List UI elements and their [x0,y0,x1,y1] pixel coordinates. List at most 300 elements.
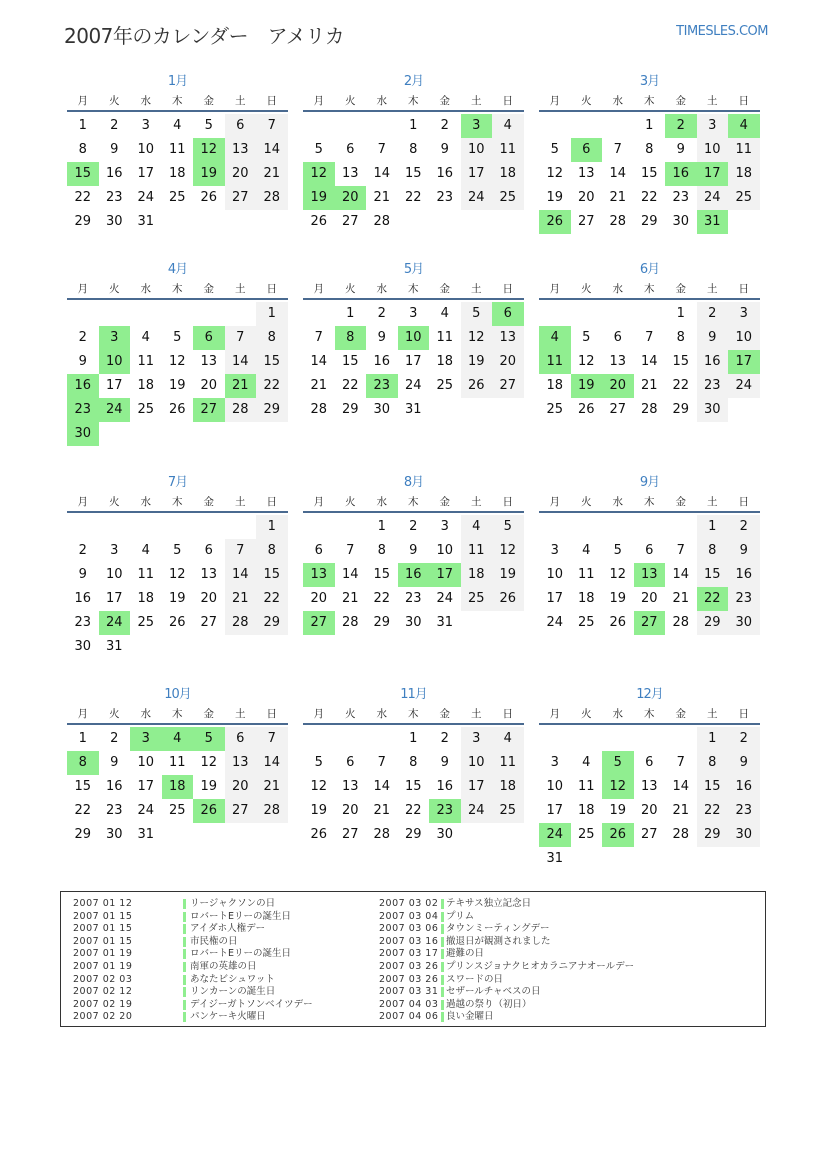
day-cell: 28 [672,615,690,630]
weekday-label: 火 [345,496,356,508]
day-cell: 13 [341,779,359,794]
month-name: 3月 [639,74,660,89]
day-cell: 25 [492,186,524,210]
holiday-marker-icon [183,899,186,909]
month-calendar [303,685,524,871]
legend-holiday-name: スワードの日 [446,973,504,985]
day-cell: 31 [546,851,564,866]
day-cell: 28 [310,402,328,417]
day-cell: 29 [74,214,92,229]
day-cell: 22 [74,190,92,205]
day-cell: 12 [577,354,595,369]
day-cell: 6 [645,755,654,770]
day-cell: 10 [728,326,760,350]
weekday-label: 金 [675,496,686,508]
day-cell: 26 [539,210,571,234]
day-cell: 31 [404,402,422,417]
day-cell: 26 [577,402,595,417]
weekday-label: 月 [549,496,560,508]
day-cell: 15 [697,775,729,799]
day-grid [67,114,288,258]
day-cell: 11 [461,539,493,563]
legend-holiday-name: 南軍の英雄の日 [190,960,257,972]
weekday-label: 火 [581,283,592,295]
weekday-label: 木 [172,95,183,107]
day-cell: 2 [110,118,119,133]
day-cell: 26 [168,402,186,417]
legend-row [379,986,541,999]
day-cell: 7 [314,330,323,345]
day-cell: 26 [200,190,218,205]
month-name: 11月 [400,687,427,702]
day-cell: 8 [377,543,386,558]
weekday-header [303,280,524,300]
legend-row [379,998,532,1012]
day-cell: 1 [409,118,418,133]
holiday-marker-icon [183,937,186,947]
day-cell: 1 [78,118,87,133]
day-cell: 7 [613,142,622,157]
day-cell: 22 [404,803,422,818]
day-cell: 12 [461,326,493,350]
day-cell: 6 [571,138,603,162]
weekday-label: 水 [140,283,151,295]
legend-row [379,923,550,936]
day-cell: 25 [168,803,186,818]
day-cell: 24 [404,378,422,393]
day-cell: 30 [105,827,123,842]
day-cell: 27 [577,214,595,229]
day-cell: 15 [74,779,92,794]
day-cell: 18 [492,162,524,186]
day-cell: 25 [461,587,493,611]
day-cell: 7 [256,114,288,138]
day-cell: 19 [168,591,186,606]
day-cell: 29 [672,402,690,417]
day-cell: 17 [105,591,123,606]
day-cell: 25 [728,186,760,210]
day-cell: 24 [137,190,155,205]
weekday-label: 火 [345,283,356,295]
day-cell: 30 [105,214,123,229]
day-cell: 24 [697,186,729,210]
day-cell: 28 [373,827,391,842]
day-cell: 7 [225,539,257,563]
day-grid [67,515,288,659]
day-cell: 7 [676,755,685,770]
day-cell: 26 [609,615,627,630]
day-cell: 16 [398,563,430,587]
legend-row [379,960,635,974]
day-cell: 6 [314,543,323,558]
day-cell: 10 [546,779,564,794]
weekday-label: 火 [109,283,120,295]
day-cell: 19 [492,563,524,587]
legend-date: 2007 03 02 [379,898,439,909]
day-cell: 27 [303,611,335,635]
day-cell: 23 [728,587,760,611]
day-cell: 20 [602,374,634,398]
day-cell: 4 [492,114,524,138]
day-cell: 19 [193,162,225,186]
day-cell: 9 [110,755,119,770]
day-cell: 11 [728,138,760,162]
day-cell: 20 [200,378,218,393]
day-cell: 4 [141,543,150,558]
day-cell: 22 [404,190,422,205]
weekday-label: 水 [612,708,623,720]
weekday-label: 火 [109,496,120,508]
legend-column-right [379,898,635,1024]
holiday-marker-icon [183,1012,186,1022]
weekday-label: 金 [203,708,214,720]
day-cell: 30 [728,611,760,635]
weekday-label: 木 [408,708,419,720]
weekday-header [303,92,524,112]
day-cell: 12 [168,567,186,582]
site-logo[interactable]: TIMESLES.COM [676,24,768,39]
legend-holiday-name: リージャクソンの日 [190,898,276,909]
month-calendar [67,260,288,446]
holiday-marker-icon [183,1000,186,1010]
legend-row [379,911,489,924]
day-cell: 15 [341,354,359,369]
day-cell: 24 [99,611,131,635]
holiday-marker-icon [183,962,186,972]
legend-date: 2007 02 19 [73,998,133,1010]
day-cell: 10 [137,755,155,770]
day-cell: 21 [225,587,257,611]
legend-date: 2007 01 19 [73,948,133,960]
day-cell: 11 [492,138,524,162]
holiday-marker-icon [441,962,444,972]
weekday-label: 火 [345,95,356,107]
day-cell: 29 [404,827,422,842]
holiday-marker-icon [441,949,444,959]
day-cell: 12 [200,755,218,770]
month-name: 1月 [167,74,188,89]
day-cell: 5 [173,330,182,345]
day-cell: 16 [436,779,454,794]
day-cell: 11 [168,755,186,770]
day-cell: 6 [492,302,524,326]
day-cell: 26 [310,827,328,842]
legend-holiday-name: セザールチャベスの日 [446,986,541,998]
weekday-label: 火 [581,95,592,107]
day-cell: 27 [492,374,524,398]
day-cell: 7 [225,326,257,350]
day-cell: 16 [728,775,760,799]
day-cell: 2 [728,515,760,539]
day-cell: 23 [672,190,690,205]
day-cell: 8 [676,330,685,345]
holiday-marker-icon [441,987,444,997]
day-cell: 26 [193,799,225,823]
legend-date: 2007 04 03 [379,998,439,1010]
day-cell: 25 [546,402,564,417]
holiday-marker-icon [183,975,186,985]
day-grid [303,727,524,871]
legend-row [73,923,266,936]
weekday-label: 金 [439,708,450,720]
weekday-label: 木 [172,283,183,295]
day-cell: 17 [137,166,155,181]
month-name: 8月 [403,475,424,490]
weekday-label: 木 [408,95,419,107]
day-cell: 16 [67,374,99,398]
holiday-marker-icon [441,899,444,909]
day-cell: 13 [640,779,658,794]
day-cell: 11 [492,751,524,775]
day-cell: 22 [373,591,391,606]
legend-row [73,948,292,961]
day-cell: 8 [256,326,288,350]
day-cell: 25 [577,615,595,630]
legend-holiday-name: テキサス独立記念日 [446,898,532,909]
weekday-label: 水 [612,496,623,508]
day-cell: 17 [728,350,760,374]
weekday-label: 木 [644,496,655,508]
day-cell: 12 [492,539,524,563]
day-cell: 9 [440,142,449,157]
day-cell: 20 [225,162,257,186]
day-cell: 4 [582,543,591,558]
day-cell: 24 [546,615,564,630]
day-cell: 3 [130,727,162,751]
legend-date: 2007 03 04 [379,910,439,922]
day-cell: 14 [256,138,288,162]
day-cell: 22 [256,374,288,398]
legend-row [379,948,489,961]
legend-date: 2007 02 20 [73,1011,133,1023]
legend-holiday-name: デイジーガトソンベイツデー [190,998,313,1010]
day-cell: 10 [697,138,729,162]
day-cell: 1 [697,727,729,751]
month-name: 12月 [636,687,663,702]
day-cell: 4 [162,727,194,751]
day-cell: 29 [341,402,359,417]
day-cell: 28 [225,611,257,635]
day-cell: 15 [640,166,658,181]
weekday-label: 水 [612,283,623,295]
weekday-label: 金 [203,95,214,107]
day-cell: 2 [440,118,449,133]
day-cell: 18 [728,162,760,186]
weekday-label: 日 [266,95,277,107]
day-cell: 21 [341,591,359,606]
day-cell: 30 [672,214,690,229]
day-cell: 10 [546,567,564,582]
day-cell: 28 [609,214,627,229]
legend-row [73,898,276,911]
day-cell: 1 [645,118,654,133]
day-cell: 24 [137,803,155,818]
day-cell: 4 [728,114,760,138]
day-cell: 25 [137,615,155,630]
legend-row [73,973,275,987]
legend-row [379,1011,494,1024]
day-cell: 23 [105,190,123,205]
day-cell: 17 [137,779,155,794]
month-calendar [67,685,288,871]
legend-holiday-name: ロバートEリーの誕生日 [190,910,292,922]
legend-holiday-name: プリンスジョナクヒオカラニアナオールデー [446,960,635,972]
day-cell: 31 [436,615,454,630]
day-cell: 23 [74,615,92,630]
day-cell: 28 [341,615,359,630]
day-cell: 15 [373,567,391,582]
legend-holiday-name: あなたビシュワット [190,973,275,985]
day-cell: 1 [697,515,729,539]
legend-column-left [73,898,313,1024]
weekday-label: 日 [738,496,749,508]
day-cell: 28 [672,827,690,842]
day-cell: 19 [571,374,603,398]
day-cell: 13 [225,138,257,162]
legend-row [73,1011,266,1024]
day-cell: 13 [634,563,666,587]
day-cell: 8 [697,539,729,563]
day-cell: 29 [697,611,729,635]
day-grid [67,302,288,446]
day-cell: 13 [225,751,257,775]
day-cell: 2 [697,302,729,326]
day-cell: 26 [492,587,524,611]
legend-row [73,960,257,974]
holiday-marker-icon [441,1000,444,1010]
day-cell: 11 [137,354,155,369]
day-cell: 28 [225,398,257,422]
day-cell: 4 [492,727,524,751]
day-cell: 27 [200,615,218,630]
weekday-label: 日 [502,95,513,107]
day-cell: 30 [404,615,422,630]
day-cell: 17 [546,803,564,818]
weekday-label: 金 [675,283,686,295]
weekday-label: 土 [235,708,246,720]
day-cell: 6 [225,727,257,751]
day-cell: 6 [645,543,654,558]
legend-row [73,910,292,924]
weekday-label: 火 [345,708,356,720]
day-cell: 11 [168,142,186,157]
weekday-label: 金 [203,283,214,295]
day-cell: 21 [672,591,690,606]
day-cell: 9 [697,326,729,350]
day-grid [303,114,524,258]
weekday-header [303,493,524,513]
day-cell: 26 [461,374,493,398]
day-cell: 18 [137,591,155,606]
day-cell: 3 [409,306,418,321]
weekday-label: 日 [502,283,513,295]
weekday-label: 木 [644,708,655,720]
day-cell: 3 [550,755,559,770]
day-cell: 16 [665,162,697,186]
day-cell: 16 [105,779,123,794]
day-cell: 4 [461,515,493,539]
weekday-label: 木 [644,283,655,295]
day-cell: 23 [728,799,760,823]
day-cell: 17 [404,354,422,369]
day-cell: 29 [74,827,92,842]
day-cell: 20 [492,350,524,374]
day-cell: 20 [341,803,359,818]
day-cell: 9 [440,755,449,770]
weekday-header [539,280,760,300]
day-cell: 5 [550,142,559,157]
day-cell: 25 [492,799,524,823]
day-cell: 31 [137,214,155,229]
day-cell: 7 [377,142,386,157]
day-cell: 13 [200,354,218,369]
day-cell: 10 [461,138,493,162]
day-cell: 8 [697,751,729,775]
day-cell: 9 [78,354,87,369]
month-name: 10月 [164,687,191,702]
day-cell: 3 [440,519,449,534]
weekday-header [539,705,760,725]
day-cell: 27 [609,402,627,417]
day-cell: 4 [440,306,449,321]
day-cell: 1 [377,519,386,534]
legend-holiday-name: タウンミーティングデー [446,923,550,935]
day-cell: 19 [168,378,186,393]
day-cell: 2 [440,731,449,746]
day-cell: 15 [256,350,288,374]
day-cell: 17 [697,162,729,186]
legend-date: 2007 03 31 [379,986,439,998]
weekday-label: 月 [549,708,560,720]
weekday-label: 土 [707,95,718,107]
day-cell: 15 [404,166,422,181]
day-cell: 20 [640,591,658,606]
day-cell: 3 [141,118,150,133]
month-name: 9月 [639,475,660,490]
day-cell: 20 [640,803,658,818]
day-cell: 1 [346,306,355,321]
day-cell: 30 [373,402,391,417]
day-cell: 4 [539,326,571,350]
weekday-label: 水 [140,496,151,508]
day-cell: 10 [99,350,131,374]
weekday-label: 日 [738,95,749,107]
weekday-label: 水 [376,708,387,720]
day-grid [539,515,760,659]
day-cell: 2 [665,114,697,138]
day-cell: 28 [640,402,658,417]
weekday-header [67,493,288,513]
day-cell: 14 [225,563,257,587]
day-cell: 27 [193,398,225,422]
day-cell: 20 [225,775,257,799]
day-cell: 4 [141,330,150,345]
day-cell: 13 [609,354,627,369]
day-cell: 22 [697,799,729,823]
weekday-header [539,493,760,513]
day-cell: 31 [105,639,123,654]
weekday-label: 木 [644,95,655,107]
day-cell: 27 [225,799,257,823]
weekday-label: 日 [738,708,749,720]
day-cell: 25 [168,190,186,205]
day-cell: 13 [341,166,359,181]
weekday-label: 日 [502,496,513,508]
day-cell: 30 [436,827,454,842]
legend-row [73,935,238,949]
day-cell: 20 [335,186,367,210]
day-cell: 24 [461,186,493,210]
